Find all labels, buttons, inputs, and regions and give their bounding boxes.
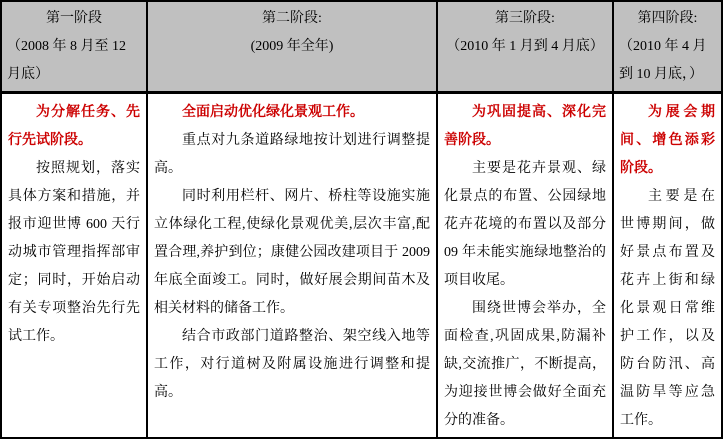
phase-3-title: 第三阶段: — [495, 11, 555, 26]
phase-2-body — [148, 94, 436, 437]
phase-3-column — [438, 2, 614, 437]
phase-1-lead: 为分解任务、先行先试阶段。 — [8, 105, 140, 148]
phase-1-column — [2, 2, 148, 437]
phase-4-lead: 为展会期间、增色添彩阶段。 — [620, 105, 715, 176]
phase-1-body — [2, 94, 146, 437]
phase-4-header — [614, 2, 721, 94]
phase-4-title: 第四阶段: — [637, 11, 698, 26]
phase-3-header — [438, 2, 612, 94]
phase-2-dates: (2009 年全年) — [250, 39, 334, 54]
phase-4-paragraph: 主要是在世博期间，做好景点布置及花卉上街和绿化景观日常维护工作，以及防台防汛、高温防旱等应急工作。 — [620, 189, 715, 428]
phase-3-lead: 为巩固提高、深化完善阶段。 — [444, 105, 606, 148]
phase-4-dates: （2010 年 4 月到 10 月底，） — [619, 39, 707, 82]
phase-3-dates: （2010 年 1 月到 4 月底） — [446, 39, 604, 54]
phase-1-dates: （2008 年 8 月至 12 月底） — [7, 39, 126, 82]
phase-3-body — [438, 94, 612, 437]
phase-2-paragraph: 同时利用栏杆、网片、桥柱等设施实施立体绿化工程,使绿化景观优美,层次丰富,配置合理,养护到位；康健公园改建项目于 2009 年底全面竣工。同时，做好展会期间苗木及相关材料的储备工作。 — [154, 189, 430, 316]
phase-2-column — [148, 2, 438, 437]
phase-2-lead: 全面启动优化绿化景观工作。 — [182, 105, 364, 120]
phase-4-column — [614, 2, 721, 437]
phase-1-title: 第一阶段 — [46, 11, 102, 26]
phase-1-header — [2, 2, 146, 94]
phase-3-paragraph: 围绕世博会举办，全面检查,巩固成果,防漏补缺,交流推广，不断提高，为迎接世博会做好全面充分的准备。 — [444, 301, 606, 428]
phase-3-paragraph: 主要是花卉景观、绿化景点的布置、公园绿地花卉花境的布置以及部分 09 年未能实施绿地整治的项目收尾。 — [444, 161, 606, 288]
phase-2-header — [148, 2, 436, 94]
phase-2-paragraph: 结合市政部门道路整治、架空线入地等工作，对行道树及附属设施进行调整和提高。 — [154, 329, 430, 400]
phase-1-paragraph: 按照规划，落实具体方案和措施，并报市迎世博 600 天行动城市管理指挥部审定；同时，开始启动有关专项整治先行先试工作。 — [8, 161, 140, 344]
phase-2-title: 第二阶段: — [262, 11, 322, 26]
phase-4-body — [614, 94, 721, 437]
phase-2-paragraph: 重点对九条道路绿地按计划进行调整提高。 — [154, 133, 430, 176]
